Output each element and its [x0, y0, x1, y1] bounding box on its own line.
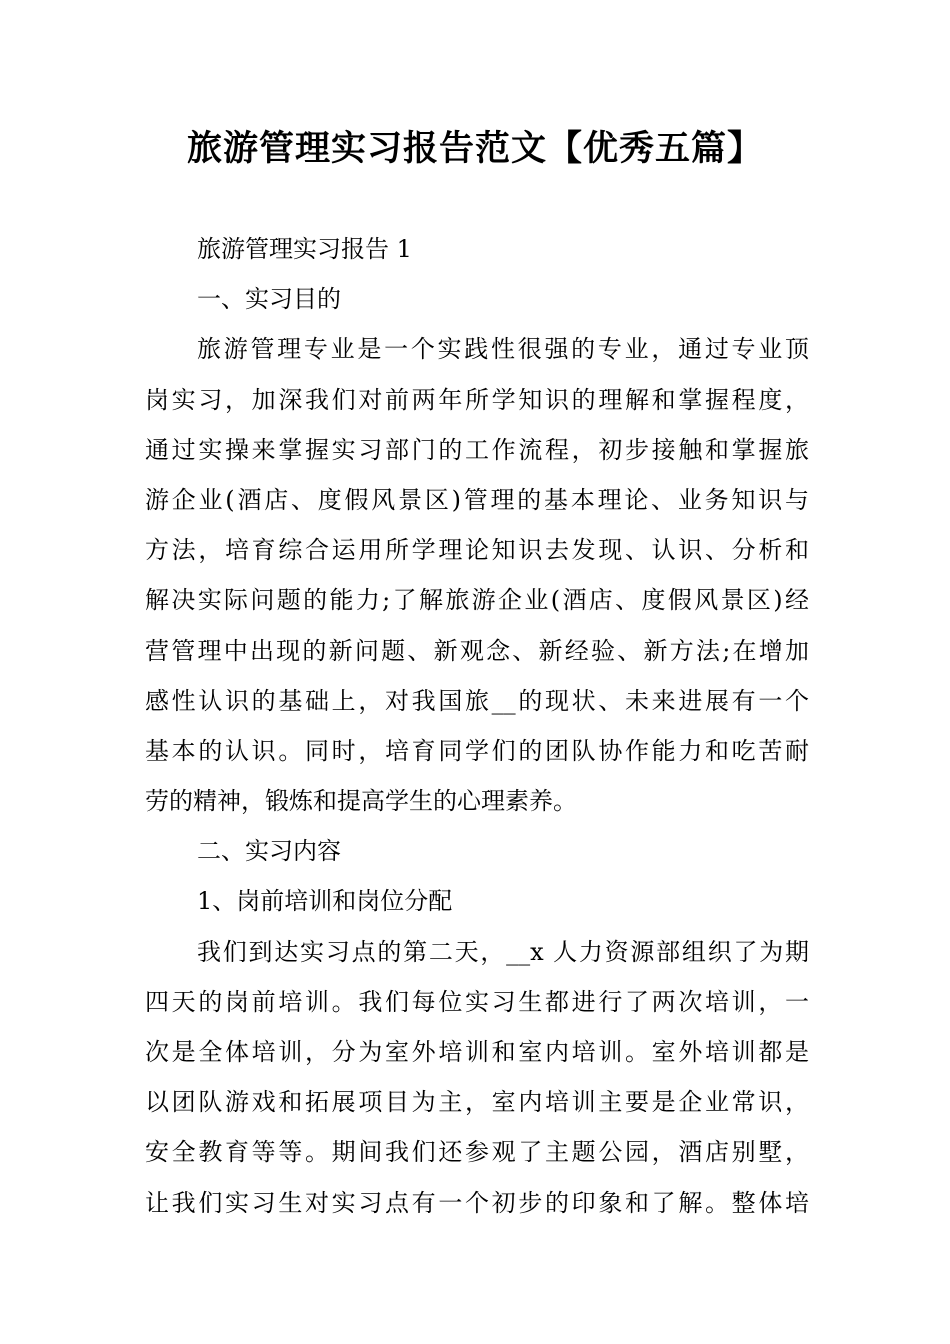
paragraph-line: 基本的认识。同时，培育同学们的团队协作能力和吃苦耐	[145, 736, 809, 765]
paragraph-line: 劳的精神，锻炼和提高学生的心理素养。	[145, 787, 577, 816]
paragraph-line: 解决实际问题的能力;了解旅游企业(酒店、度假风景区)经	[145, 586, 809, 615]
paragraph-line: 我们到达实习点的第二天，__x 人力资源部组织了为期	[197, 937, 809, 966]
paragraph-line: 营管理中出现的新问题、新观念、新经验、新方法;在增加	[145, 636, 809, 665]
paragraph-line: 岗实习，加深我们对前两年所学知识的理解和掌握程度，	[145, 385, 809, 414]
document-body	[145, 224, 809, 1228]
paragraph-line: 游企业(酒店、度假风景区)管理的基本理论、业务知识与	[145, 485, 809, 514]
paragraph-line: 通过实操来掌握实习部门的工作流程，初步接触和掌握旅	[145, 435, 809, 464]
subsection-heading-training: 1、岗前培训和岗位分配	[197, 887, 453, 916]
section-heading-report-1: 旅游管理实习报告 1	[197, 235, 412, 263]
paragraph-line: 旅游管理专业是一个实践性很强的专业，通过专业顶	[197, 335, 809, 364]
document-title: 旅游管理实习报告范文【优秀五篇】	[186, 129, 763, 169]
paragraph-line: 让我们实习生对实习点有一个初步的印象和了解。整体培	[145, 1188, 809, 1217]
section-heading-purpose: 一、实习目的	[197, 285, 341, 314]
paragraph-line: 感性认识的基础上，对我国旅__的现状、未来进展有一个	[145, 686, 809, 715]
paragraph-line: 四天的岗前培训。我们每位实习生都进行了两次培训，一	[145, 987, 809, 1016]
paragraph-line: 方法，培育综合运用所学理论知识去发现、认识、分析和	[145, 536, 809, 565]
paragraph-line: 次是全体培训，分为室外培训和室内培训。室外培训都是	[145, 1038, 809, 1066]
paragraph-line: 以团队游戏和拓展项目为主，室内培训主要是企业常识，	[145, 1088, 809, 1117]
paragraph-line: 安全教育等等。期间我们还参观了主题公园，酒店别墅，	[145, 1138, 809, 1167]
section-heading-content: 二、实习内容	[197, 837, 341, 866]
